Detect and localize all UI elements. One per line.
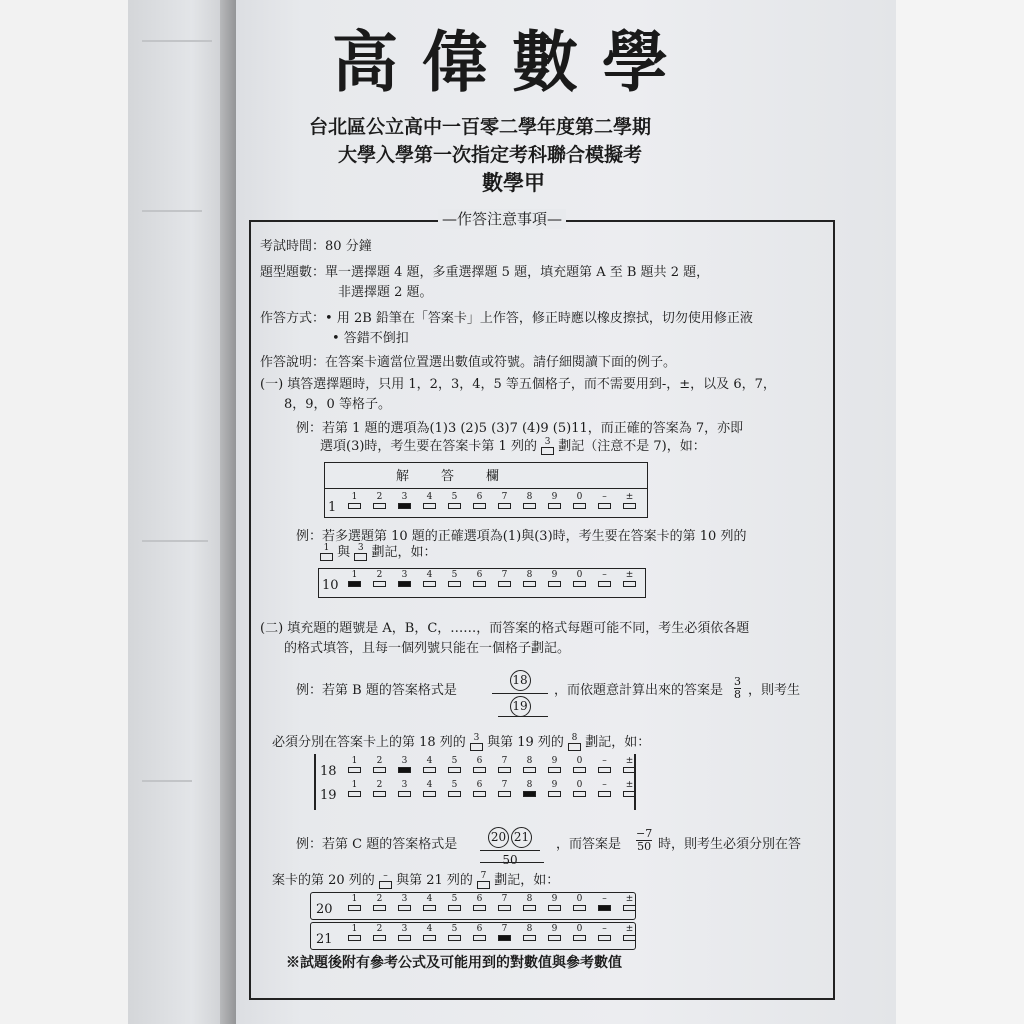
mini-bubble-1: 1 <box>320 544 333 561</box>
answer-bubble: 1 <box>342 756 367 773</box>
exampleC-c: 時，則考生必須分別在答 <box>658 837 802 852</box>
time-label: 考試時間： <box>260 239 326 254</box>
example2-line1: 例：若多選題第 10 題的正確選項為(1)與(3)時，考生要在答案卡的第 10 列的 <box>296 529 747 544</box>
exampleC2-c: 劃記，如： <box>494 873 560 888</box>
answer-bubble: 7 <box>492 780 517 797</box>
answer-bubble: 6 <box>467 756 492 773</box>
answer-bubble: 6 <box>467 924 492 941</box>
section1-line1: (一) 填答選擇題時，只用 1，2，3，4，5 等五個格子，而不需要用到-，±，以及 6，7， <box>260 377 776 392</box>
answer-bubble: 9 <box>542 924 567 941</box>
answer-bubble: 2 <box>367 924 392 941</box>
answer-bubble: 3 <box>392 756 417 773</box>
circled-19: 19 <box>510 696 531 717</box>
answer-bubble: 6 <box>467 780 492 797</box>
answer-bubble: 4 <box>417 894 442 911</box>
answer-bubble: 6 <box>467 894 492 911</box>
answer-bubble: 8 <box>517 924 542 941</box>
answer-bubble: 6 <box>467 570 492 587</box>
answer-bubble: 7 <box>492 756 517 773</box>
answer-bubble: 1 <box>342 924 367 941</box>
mini-bubble-minus: – <box>379 872 392 889</box>
method-line2: • 答錯不倒扣 <box>332 331 409 346</box>
answer-bubble: 9 <box>542 570 567 587</box>
answer-bubble: 5 <box>442 492 467 509</box>
mini-bubble-8: 8 <box>568 734 581 751</box>
answer-bubble: 5 <box>442 570 467 587</box>
answer-bubble: 0 <box>567 756 592 773</box>
exam-cover-page <box>236 0 896 1024</box>
answer-bubble: 8 <box>517 492 542 509</box>
format-B <box>492 670 548 717</box>
answer-bubble: 1 <box>342 570 367 587</box>
exampleB-c: ，則考生 <box>748 683 801 698</box>
answer-bubble: 7 <box>492 492 517 509</box>
answer-bubble: 2 <box>367 756 392 773</box>
method-line1: • 用 2B 鉛筆在「答案卡」上作答，修正時應以橡皮擦拭，切勿使用修正液 <box>325 311 753 326</box>
answer-bubble: ± <box>617 756 642 773</box>
answer-bubble: – <box>592 894 617 911</box>
answer-bubble: 8 <box>517 894 542 911</box>
exampleB2-c: 劃記，如： <box>585 735 651 750</box>
answer-bubble: – <box>592 780 617 797</box>
answer-bubble: 9 <box>542 756 567 773</box>
answer-bubble: ± <box>617 492 642 509</box>
example1-line2b: 劃記（注意不是 7)，如： <box>558 439 706 454</box>
subtitle-line1: 台北區公立高中一百零二學年度第二學期 <box>309 116 652 138</box>
type-line2: 非選擇題 2 題。 <box>338 285 433 300</box>
answer-bubble: 3 <box>392 924 417 941</box>
time-value: 80 分鐘 <box>325 239 372 254</box>
section1-line2: 8，9，0 等格子。 <box>284 397 391 412</box>
answer-bubble: 3 <box>392 492 417 509</box>
answer-bubble: 3 <box>392 780 417 797</box>
answer-bubble: 7 <box>492 924 517 941</box>
answer-bubble: 5 <box>442 780 467 797</box>
row-number: 20 <box>316 902 333 917</box>
circled-18: 18 <box>510 670 531 691</box>
section2-line1: (二) 填充題的題號是 A，B，C，……，而答案的格式每題可能不同，考生必須依各題 <box>260 621 750 636</box>
facing-page <box>128 0 234 1024</box>
example1-line2a: 選項(3)時，考生要在答案卡第 1 列的 <box>320 439 537 454</box>
format-C <box>480 826 540 867</box>
answer-bubble: 9 <box>542 492 567 509</box>
answer-bubble: 4 <box>417 780 442 797</box>
answer-bubble: 0 <box>567 894 592 911</box>
method-label: 作答方式： <box>260 311 326 326</box>
answer-bubble: 7 <box>492 570 517 587</box>
subject-title: 數學甲 <box>482 170 545 195</box>
type-line1: 單一選擇題 4 題，多重選擇題 5 題，填充題第 A 至 B 題共 2 題， <box>325 265 710 280</box>
row-number: 10 <box>322 578 339 593</box>
explain-text: 在答案卡適當位置選出數值或符號。請仔細閱讀下面的例子。 <box>325 355 677 370</box>
circled-20: 20 <box>488 827 509 848</box>
exampleC-a: 例：若第 C 題的答案格式是 <box>296 837 458 852</box>
answer-bubble: 0 <box>567 492 592 509</box>
answer-bubble: 3 <box>392 894 417 911</box>
format-C-denominator: 50 <box>502 853 518 867</box>
answer-bubble: 4 <box>417 924 442 941</box>
answer-bubble: 2 <box>367 894 392 911</box>
answer-bubble: ± <box>617 780 642 797</box>
answer-bubble: 9 <box>542 780 567 797</box>
row-number: 18 <box>320 764 337 779</box>
example1-line1: 例：若第 1 題的選項為(1)3 (2)5 (3)7 (4)9 (5)11，而正確的答案為 7，亦即 <box>296 421 744 436</box>
exampleC2-b: 與第 21 列的 <box>396 873 473 888</box>
answer-bubble: – <box>592 924 617 941</box>
mini-bubble-3c: 3 <box>470 734 483 751</box>
mini-bubble-7: 7 <box>477 872 490 889</box>
row-number: 21 <box>316 932 333 947</box>
bubble-row-10 <box>342 570 642 587</box>
answer-bubble: 6 <box>467 492 492 509</box>
circled-21: 21 <box>511 827 532 848</box>
exampleB2-b: 與第 19 列的 <box>487 735 564 750</box>
subtitle-line2: 大學入學第一次指定考科聯合模擬考 <box>338 144 643 166</box>
mini-bubble-3: 3 <box>541 438 554 455</box>
answer-bubble: 5 <box>442 894 467 911</box>
answer-bubble: 1 <box>342 492 367 509</box>
answer-bubble: 1 <box>342 894 367 911</box>
bubble-row-1 <box>342 492 642 509</box>
background-left <box>0 0 128 1024</box>
answer-bubble: ± <box>617 894 642 911</box>
answer-bubble: – <box>592 492 617 509</box>
exampleC-b: ，而答案是 <box>556 837 622 852</box>
section2-line2: 的格式填答，且每一個列號只能在一個格子劃記。 <box>284 641 571 656</box>
answer-bubble: – <box>592 756 617 773</box>
exampleB-b: ，而依題意計算出來的答案是 <box>554 683 724 698</box>
answer-bubble: 4 <box>417 756 442 773</box>
answer-bubble: 8 <box>517 570 542 587</box>
answer-bubble: – <box>592 570 617 587</box>
answer-bubble: 1 <box>342 780 367 797</box>
bubble-row-19 <box>342 780 642 797</box>
answer-bubble: ± <box>617 924 642 941</box>
answer-bubble: 2 <box>367 492 392 509</box>
explain-label: 作答說明： <box>260 355 326 370</box>
bubble-row-21 <box>342 924 642 941</box>
answer-bubble: 0 <box>567 780 592 797</box>
answer-bubble: ± <box>617 570 642 587</box>
answer-bubble: 5 <box>442 924 467 941</box>
answer-bubble: 4 <box>417 570 442 587</box>
bubble-row-20 <box>342 894 642 911</box>
background-right <box>896 0 1024 1024</box>
footnote: ※試題後附有參考公式及可能用到的對數值與參考數值 <box>286 955 622 971</box>
type-label: 題型題數： <box>260 265 326 280</box>
exampleB-a: 例：若第 B 題的答案格式是 <box>296 683 457 698</box>
row-number: 19 <box>320 788 337 803</box>
answer-header: 解 答 欄 <box>396 469 502 484</box>
answer-bubble: 7 <box>492 894 517 911</box>
answer-bubble: 8 <box>517 756 542 773</box>
example2-tail: 劃記，如： <box>371 545 437 560</box>
mini-bubble-3b: 3 <box>354 544 367 561</box>
brand-title: 高偉數學 <box>332 23 692 101</box>
notes-title: —作答注意事項— <box>438 209 566 229</box>
bubble-row-18 <box>342 756 642 773</box>
and-text: 與 <box>337 545 351 560</box>
exampleB2-a: 必須分別在答案卡上的第 18 列的 <box>272 735 466 750</box>
answer-bubble: 2 <box>367 570 392 587</box>
answer-bubble: 9 <box>542 894 567 911</box>
row-number: 1 <box>328 500 337 515</box>
answer-bubble: 0 <box>567 924 592 941</box>
answer-bubble: 3 <box>392 570 417 587</box>
answer-bubble: 5 <box>442 756 467 773</box>
answer-bubble: 0 <box>567 570 592 587</box>
fraction-neg7-50: −7 50 <box>636 827 653 853</box>
answer-bubble: 8 <box>517 780 542 797</box>
answer-bubble: 4 <box>417 492 442 509</box>
fraction-3-8: 3 8 <box>734 675 741 701</box>
answer-bubble: 2 <box>367 780 392 797</box>
exampleC2-a: 案卡的第 20 列的 <box>272 873 375 888</box>
